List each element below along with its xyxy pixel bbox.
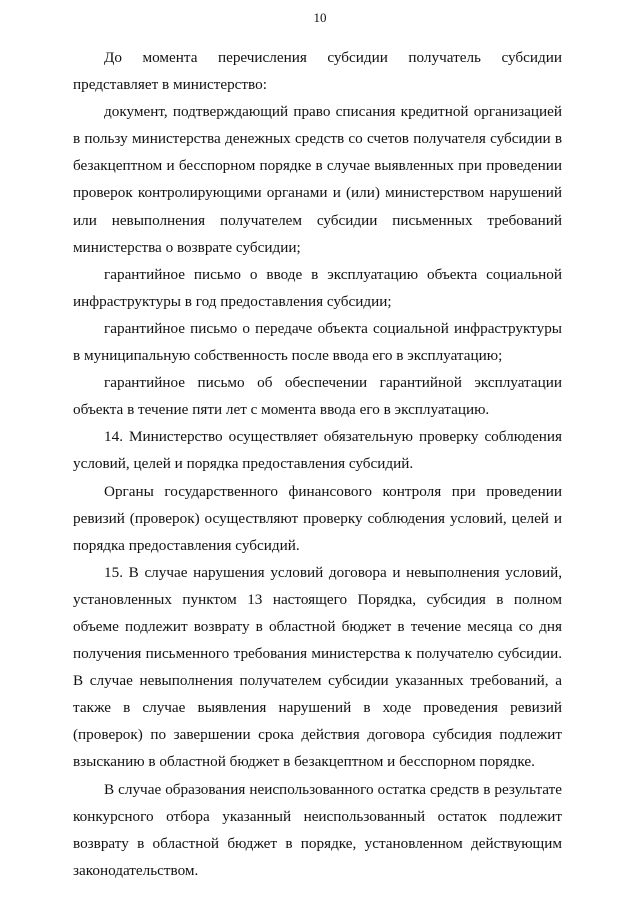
page-number: 10 xyxy=(313,10,327,25)
paragraph-clause-14: 14. Министерство осуществляет обязательную проверку соблюдения условий, целей и порядка предоставления субсидий. xyxy=(73,428,562,473)
paragraph-unused-balance: В случае образования неиспользованного остатка средств в результате конкурсного отбора указанный неиспользованный остаток подлежит возврату в областной бюджет в порядке, установленном действующим законодательством. xyxy=(73,780,562,879)
paragraph-guarantee-operation: гарантийное письмо об обеспечении гарантийной эксплуатации объекта в течение пяти лет с момента ввода его в эксплуатацию. xyxy=(73,374,562,419)
paragraph-clause-15: 15. В случае нарушения условий договора и невыполнения условий, установленных пунктом 13 настоящего Порядка, субсидия в полном объеме подлежит возврату в областной бюджет в течение месяца со дня получения письменного требования министерства к получателю субсидии. В случае невыполнения получателем субсидии указанных требований, а также в случае выявления нарушений в ходе проведения ревизий (проверок) по завершении срока действия договора субсидия подлежит взысканию в областной бюджет в безакцептном и бесспорном порядке. xyxy=(73,563,562,771)
paragraph-guarantee-transfer: гарантийное письмо о передаче объекта социальной инфраструктуры в муниципальную собственность после ввода его в эксплуатацию; xyxy=(73,319,562,365)
document-body xyxy=(73,44,562,884)
paragraph-intro: До момента перечисления субсидии получатель субсидии представляет в министерство: xyxy=(73,49,562,94)
paragraph-financial-control: Органы государственного финансового контроля при проведении ревизий (проверок) осуществляют проверку соблюдения условий, целей и порядка предоставления субсидий. xyxy=(73,482,562,554)
paragraph-guarantee-commissioning: гарантийное письмо о вводе в эксплуатацию объекта социальной инфраструктуры в год предоставления субсидии; xyxy=(73,265,562,310)
paragraph-document-requirement: документ, подтверждающий право списания кредитной организацией в пользу министерства денежных средств со счетов получателя субсидии в безакцептном и бесспорном порядке в случае выявленных при проведении проверок контролирующими органами и (или) министерством нарушений или невыполнения получателем субсидии письменных требований министерства о возврате субсидии; xyxy=(73,103,562,256)
